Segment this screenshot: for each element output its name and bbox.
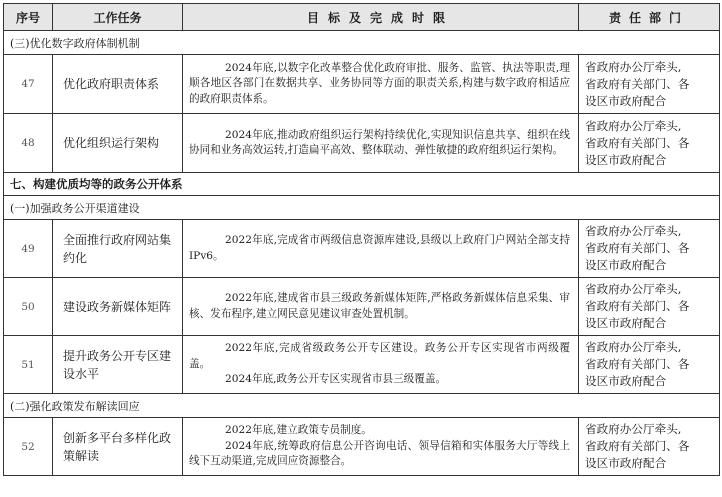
responsible-dept: [579, 220, 720, 278]
dept-line: 省政府有关部门、各: [585, 135, 690, 150]
table-row: [4, 278, 720, 336]
dept-line: 设区市政府配合: [585, 374, 667, 388]
dept-line: 省政府有关部门、各: [585, 76, 690, 91]
goal-text: [183, 336, 579, 394]
section-row: [4, 394, 720, 418]
goal-text: [183, 220, 579, 278]
table-row: [4, 55, 720, 114]
responsible-dept: [579, 336, 720, 394]
responsible-dept: [579, 55, 720, 114]
dept-line: 设区市政府配合: [585, 152, 667, 167]
section-title: 七、构建优质均等的政务公开体系: [4, 173, 720, 196]
task-table: [3, 3, 720, 476]
task-name: 全面推行政府网站集约化: [53, 220, 183, 278]
section-row: [4, 173, 720, 196]
section-title: (二)强化政策发布解读回应: [4, 394, 720, 418]
row-number: 52: [4, 418, 53, 476]
dept-line: 省政府办公厅牵头,: [585, 282, 682, 296]
dept-line: 省政府有关部门、各: [585, 241, 690, 255]
section-row: [4, 31, 720, 55]
row-number: 48: [4, 114, 53, 173]
header-dept: 责任部门: [579, 4, 720, 31]
table-header-row: [4, 4, 720, 31]
task-name: 创新多平台多样化政策解读: [53, 418, 183, 476]
task-name: 建设政务新媒体矩阵: [53, 278, 183, 336]
header-no: 序号: [4, 4, 53, 31]
goal-paragraph: 2022年底,建立政策专员制度。: [225, 424, 372, 437]
task-name: 优化政府职责体系: [53, 55, 183, 114]
dept-line: 省政府办公厅牵头,: [585, 340, 682, 354]
table-row: [4, 114, 720, 173]
goal-paragraph: 2024年底,政务公开专区实现省市县三级覆盖。: [225, 373, 447, 386]
goal-text: [183, 114, 579, 173]
dept-line: 省政府办公厅牵头,: [585, 422, 682, 436]
responsible-dept: [579, 114, 720, 173]
row-number: 50: [4, 278, 53, 336]
goal-paragraph: 2024年底,以数字化改革整合优化政府审批、服务、监管、执法等职责,理顺各地区各部门在数据共享、业务协同等方面的职责关系,构建与数字政府相适应的政府职责体系。: [189, 61, 570, 105]
table-row: [4, 336, 720, 394]
dept-line: 省政府办公厅牵头,: [585, 59, 682, 74]
goal-text: [183, 55, 579, 114]
task-name: 优化组织运行架构: [53, 114, 183, 173]
section-title: (三)优化数字政府体制机制: [4, 31, 720, 55]
goal-paragraph: 2024年底,推动政府组织运行架构持续优化,实现知识信息共享、组织在线协同和业务高效运转,打造扁平高效、整体联动、弹性敏捷的政府组织运行架构。: [189, 128, 570, 156]
header-task: 工作任务: [53, 4, 183, 31]
dept-line: 省政府有关部门、各: [585, 439, 690, 453]
dept-line: 省政府办公厅牵头,: [585, 224, 682, 238]
section-title: (一)加强政务公开渠道建设: [4, 196, 720, 220]
dept-line: 设区市政府配合: [585, 258, 667, 272]
responsible-dept: [579, 278, 720, 336]
goal-text: [183, 278, 579, 336]
header-goal: 目标及完成时限: [183, 4, 579, 31]
row-number: 51: [4, 336, 53, 394]
responsible-dept: [579, 418, 720, 476]
row-number: 49: [4, 220, 53, 278]
table-row: [4, 418, 720, 476]
goal-paragraph: 2022年底,完成省市两级信息资源库建设,县级以上政府门户网站全部支持IPv6。: [189, 234, 570, 262]
goal-paragraph: 2022年底,完成省级政务公开专区建设。政务公开专区实现省市两级覆盖。: [189, 342, 570, 370]
dept-line: 设区市政府配合: [585, 456, 667, 470]
table-row: [4, 220, 720, 278]
dept-line: 设区市政府配合: [585, 93, 667, 108]
goal-paragraph: 2022年底,建成省市县三级政务新媒体矩阵,严格政务新媒体信息采集、审核、发布程序,建立网民意见建议审查处置机制。: [189, 292, 570, 320]
task-name: 提升政务公开专区建设水平: [53, 336, 183, 394]
dept-line: 设区市政府配合: [585, 316, 667, 330]
goal-paragraph: 2024年底,统筹政府信息公开咨询电话、领导信箱和实体服务大厅等线上线下互动渠道,完成回应资源整合。: [189, 439, 570, 468]
row-number: 47: [4, 55, 53, 114]
dept-line: 省政府办公厅牵头,: [585, 118, 682, 133]
dept-line: 省政府有关部门、各: [585, 357, 690, 371]
dept-line: 省政府有关部门、各: [585, 299, 690, 313]
goal-text: [183, 418, 579, 476]
section-row: [4, 196, 720, 220]
